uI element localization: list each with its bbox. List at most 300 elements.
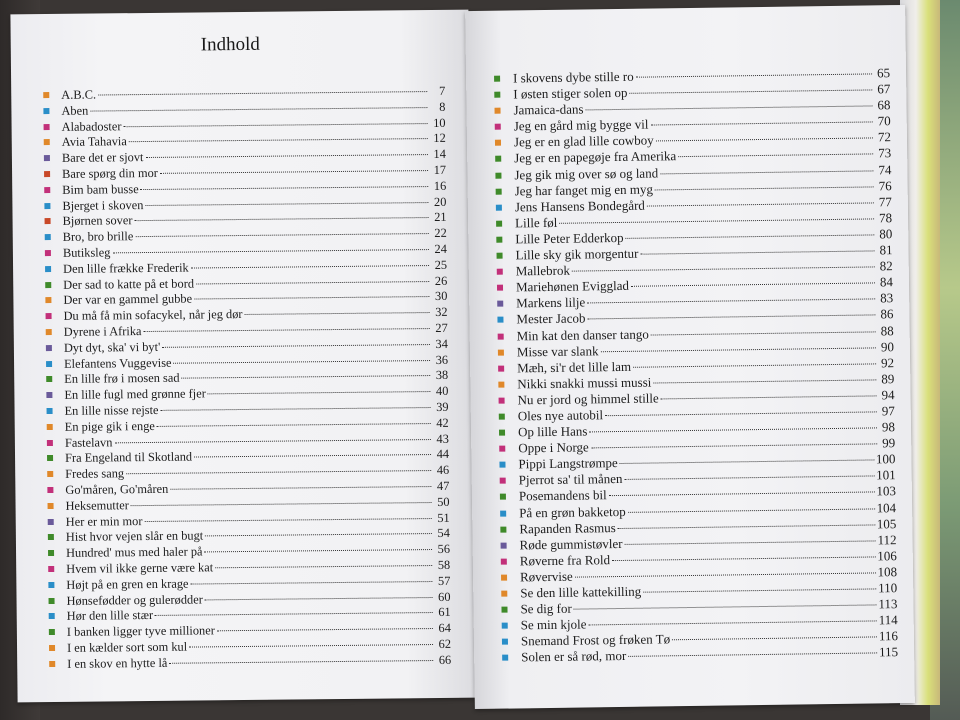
dot-leader	[205, 596, 433, 600]
dot-leader	[157, 422, 431, 427]
entry-page-number: 50	[437, 494, 450, 509]
color-marker-icon	[501, 591, 507, 597]
dot-leader	[575, 571, 876, 577]
color-marker-icon	[497, 285, 503, 291]
color-marker-icon	[45, 218, 51, 224]
entry-page-number: 73	[878, 145, 892, 161]
entry-page-number: 113	[878, 596, 898, 612]
dot-leader	[587, 314, 875, 320]
dot-leader	[628, 507, 875, 512]
dot-leader	[586, 105, 873, 111]
dot-leader	[155, 611, 433, 616]
color-marker-icon	[502, 639, 508, 645]
entry-page-number: 72	[877, 129, 892, 145]
color-marker-icon	[47, 424, 53, 430]
entry-page-number: 100	[875, 451, 896, 467]
dot-leader	[134, 216, 428, 221]
entry-title: På en grøn bakketop	[519, 503, 626, 520]
entry-page-number: 8	[439, 99, 446, 114]
dot-leader	[647, 201, 874, 206]
dot-leader	[215, 564, 432, 568]
color-marker-icon	[46, 345, 52, 351]
dot-leader	[605, 410, 877, 416]
dot-leader	[655, 185, 874, 190]
color-marker-icon	[497, 301, 503, 307]
color-marker-icon	[43, 108, 49, 114]
color-marker-icon	[48, 550, 54, 556]
entry-page-number: 36	[435, 352, 449, 367]
entry-page-number: 43	[436, 431, 449, 446]
color-marker-icon	[43, 92, 49, 98]
entry-title: Lille Peter Edderkop	[515, 229, 624, 247]
color-marker-icon	[47, 408, 53, 414]
entry-page-number: 97	[881, 403, 895, 419]
entry-page-number: 92	[880, 354, 895, 371]
color-marker-icon	[495, 124, 501, 130]
color-marker-icon	[498, 365, 504, 371]
dot-leader	[656, 137, 873, 142]
entry-title: Lille føl	[515, 214, 558, 231]
entry-page-number: 62	[438, 636, 452, 651]
dot-leader	[196, 280, 429, 284]
color-marker-icon	[47, 471, 53, 477]
entry-title: Avia Tahavia	[61, 134, 127, 150]
entry-title: Markens lilje	[516, 294, 586, 311]
entry-title: Pippi Langstrømpe	[518, 455, 618, 472]
entry-title: Op lille Hans	[517, 423, 588, 440]
dot-leader	[160, 169, 428, 174]
dot-leader	[650, 121, 872, 126]
dot-leader	[624, 475, 874, 480]
dot-leader	[626, 233, 875, 238]
entry-title: Se min kjole	[520, 616, 587, 633]
color-marker-icon	[500, 494, 506, 500]
color-marker-icon	[47, 455, 53, 461]
entry-page-number: 89	[881, 370, 895, 387]
entry-title: Hønsefødder og gulerødder	[66, 591, 203, 608]
entry-page-number: 57	[437, 573, 451, 588]
right-page	[465, 5, 915, 709]
entry-title: Mariehønen Evigglad	[515, 278, 630, 295]
color-marker-icon	[497, 253, 503, 259]
entry-page-number: 74	[878, 161, 892, 177]
entry-title: I banken ligger tyve millioner	[66, 623, 215, 639]
entry-title: En lille fugl med grønne fjer	[64, 386, 206, 403]
color-marker-icon	[495, 108, 501, 114]
entry-page-number: 78	[878, 210, 893, 226]
dot-leader	[633, 362, 876, 367]
color-marker-icon	[49, 645, 55, 651]
entry-title: Dyt dyt, ska' vi byt'	[63, 339, 161, 355]
entry-page-number: 68	[877, 97, 891, 113]
entry-title: Misse var slank	[516, 342, 599, 360]
dot-leader	[114, 438, 431, 443]
entry-title: A.B.C.	[61, 87, 97, 102]
dot-leader	[181, 374, 430, 379]
color-marker-icon	[499, 414, 505, 420]
entry-page-number: 82	[879, 258, 893, 274]
dot-leader	[661, 394, 877, 399]
dot-leader	[591, 443, 877, 449]
entry-title: Højt på en gren en krage	[66, 576, 189, 592]
color-marker-icon	[496, 204, 502, 210]
color-marker-icon	[48, 519, 54, 525]
entry-page-number: 27	[435, 320, 448, 335]
dot-leader	[90, 106, 427, 112]
dot-leader	[129, 137, 428, 142]
entry-title: I en skov en hytte lå	[67, 655, 168, 671]
entry-page-number: 105	[876, 515, 897, 532]
dot-leader	[131, 501, 432, 506]
entry-title: Mæh, si'r det lille lam	[517, 358, 632, 376]
entry-page-number: 16	[433, 178, 447, 193]
entry-title: Dyrene i Afrika	[63, 324, 142, 339]
color-marker-icon	[500, 478, 506, 484]
entry-page-number: 51	[437, 510, 450, 525]
dot-leader	[678, 153, 873, 158]
color-marker-icon	[46, 361, 52, 367]
entry-title: Der var en gammel gubbe	[63, 291, 193, 308]
entry-page-number: 46	[436, 462, 450, 478]
dot-leader	[588, 620, 876, 626]
color-marker-icon	[49, 597, 55, 603]
color-marker-icon	[44, 139, 50, 145]
color-marker-icon	[45, 266, 51, 272]
entry-page-number: 88	[880, 322, 894, 338]
color-marker-icon	[498, 333, 504, 339]
dot-leader	[143, 327, 429, 332]
entry-title: Jeg er en glad lille cowboy	[513, 132, 654, 150]
dot-leader	[173, 359, 430, 364]
entry-title: Fastelavn	[64, 434, 113, 450]
color-marker-icon	[498, 381, 504, 387]
toc-list-right	[494, 65, 898, 666]
color-marker-icon	[496, 220, 502, 226]
dot-leader	[123, 122, 427, 127]
entry-title: Lille sky gik morgentur	[515, 245, 639, 263]
color-marker-icon	[46, 329, 52, 335]
dot-leader	[217, 627, 433, 631]
color-marker-icon	[49, 629, 55, 635]
dot-leader	[145, 201, 428, 206]
color-marker-icon	[48, 503, 54, 509]
entry-title: Go'måren, Go'måren	[65, 481, 169, 497]
entry-page-number: 84	[879, 274, 894, 290]
dot-leader	[628, 652, 877, 657]
entry-title: Der sad to katte på et bord	[63, 276, 195, 292]
entry-title: Oppe i Norge	[518, 439, 589, 456]
dot-leader	[112, 248, 429, 253]
color-marker-icon	[501, 558, 507, 564]
color-marker-icon	[501, 607, 507, 613]
entry-page-number: 17	[433, 162, 447, 177]
dot-leader	[629, 89, 872, 94]
entry-title: Elefantens Vuggevise	[63, 355, 172, 371]
entry-title: Hør den lille stær	[66, 608, 154, 624]
dot-leader	[191, 580, 433, 585]
dot-leader	[244, 311, 429, 315]
color-marker-icon	[45, 297, 51, 303]
dot-leader	[126, 469, 431, 474]
color-marker-icon	[49, 661, 55, 667]
color-marker-icon	[497, 317, 503, 323]
dot-leader	[672, 636, 877, 641]
color-marker-icon	[44, 124, 50, 130]
entry-page-number: 116	[878, 628, 899, 644]
dot-leader	[189, 643, 433, 648]
color-marker-icon	[44, 171, 50, 177]
entry-page-number: 110	[878, 580, 898, 596]
entry-page-number: 60	[438, 589, 451, 604]
entry-title: Mester Jacob	[516, 310, 586, 327]
dot-leader	[194, 295, 429, 299]
dot-leader	[208, 390, 431, 394]
color-marker-icon	[500, 526, 506, 532]
entry-page-number: 58	[437, 557, 451, 572]
entry-page-number: 26	[434, 273, 448, 288]
dot-leader	[636, 72, 872, 77]
color-marker-icon	[44, 187, 50, 193]
entry-title: Bro, bro brille	[62, 229, 134, 245]
dot-leader	[145, 153, 427, 158]
entry-title: Snemand Frost og frøken Tø	[520, 631, 671, 649]
color-marker-icon	[46, 313, 52, 319]
entry-page-number: 104	[876, 499, 897, 515]
color-marker-icon	[494, 76, 500, 82]
entry-title: Hvem vil ikke gerne være kat	[66, 560, 214, 576]
entry-page-number: 86	[880, 306, 894, 322]
color-marker-icon	[502, 623, 508, 629]
color-marker-icon	[45, 282, 51, 288]
entry-title: Hundred' mus med haler på	[65, 544, 203, 560]
dot-leader	[205, 532, 432, 536]
entry-title: Oles nye autobil	[517, 407, 604, 424]
color-marker-icon	[499, 446, 505, 452]
entry-title: Alabadoster	[61, 118, 122, 134]
entry-title: Bjørnen sover	[62, 213, 133, 229]
entry-page-number: 30	[434, 289, 448, 304]
entry-page-number: 22	[434, 226, 447, 241]
dot-leader	[620, 459, 874, 465]
entry-title: Se dig for	[520, 600, 572, 617]
entry-page-number: 101	[876, 467, 896, 483]
entry-page-number: 76	[878, 177, 892, 194]
dot-leader	[161, 406, 431, 411]
entry-title: Pjerrot sa' til månen	[518, 471, 623, 488]
dot-leader	[589, 426, 877, 432]
color-marker-icon	[45, 234, 51, 240]
left-page	[10, 10, 475, 703]
entry-page-number: 54	[437, 526, 450, 541]
entry-page-number: 99	[882, 435, 896, 451]
entry-page-number: 32	[435, 305, 448, 320]
entry-page-number: 90	[880, 338, 894, 354]
entry-title: Posemandens bil	[518, 487, 607, 504]
entry-page-number: 81	[879, 242, 893, 258]
entry-title: I en kælder sort som kul	[66, 639, 188, 655]
toc-entry	[49, 653, 451, 673]
color-marker-icon	[496, 237, 502, 243]
color-marker-icon	[47, 440, 53, 446]
dot-leader	[194, 453, 431, 457]
dot-leader	[601, 346, 876, 352]
entry-page-number: 64	[438, 620, 451, 636]
entry-title: I skovens dybe stille ro	[512, 68, 634, 86]
entry-title: Bjerget i skoven	[62, 197, 144, 213]
entry-page-number: 65	[876, 65, 891, 81]
color-marker-icon	[48, 566, 54, 572]
entry-title: Jeg gik mig over sø og land	[514, 164, 659, 182]
entry-title: Røde gummistøvler	[519, 535, 623, 553]
dot-leader	[144, 517, 431, 522]
entry-page-number: 94	[881, 387, 895, 403]
dot-leader	[631, 282, 875, 287]
entry-title: Aben	[61, 103, 89, 118]
entry-title: Jeg har fanget mig en myg	[514, 181, 654, 199]
entry-title: Butiksleg	[62, 245, 111, 260]
entry-title: Fra Engeland til Skotland	[64, 449, 193, 466]
entry-page-number: 10	[433, 115, 446, 130]
entry-page-number: 67	[877, 81, 891, 97]
entry-title: Hist hvor vejen slår en bugt	[65, 528, 204, 545]
color-marker-icon	[499, 462, 505, 468]
color-marker-icon	[46, 392, 52, 398]
dot-leader	[612, 555, 875, 561]
entry-title: Jens Hansens Bondegård	[514, 197, 645, 215]
color-marker-icon	[495, 140, 501, 146]
entry-page-number: 38	[435, 368, 449, 383]
dot-leader	[162, 343, 430, 348]
entry-page-number: 106	[877, 547, 897, 564]
entry-page-number: 14	[433, 147, 446, 162]
dot-leader	[653, 378, 876, 383]
entry-title: Røverne fra Rold	[519, 551, 611, 569]
color-marker-icon	[45, 250, 51, 256]
entry-page-number: 20	[433, 194, 447, 209]
entry-title: Jeg er en papegøje fra Amerika	[514, 148, 677, 166]
entry-page-number: 114	[878, 612, 898, 628]
entry-title: Solen er så rød, mor	[521, 648, 627, 665]
color-marker-icon	[496, 188, 502, 194]
dot-leader	[643, 587, 876, 592]
color-marker-icon	[46, 376, 52, 382]
color-marker-icon	[499, 430, 505, 436]
dot-leader	[141, 185, 429, 190]
entry-page-number: 77	[878, 193, 892, 210]
color-marker-icon	[44, 155, 50, 161]
dot-leader	[170, 485, 431, 490]
color-marker-icon	[495, 172, 501, 178]
entry-title: Du må få min sofacykel, når jeg dør	[63, 307, 243, 324]
entry-title: En lille nisse rejste	[64, 402, 159, 418]
entry-page-number: 12	[433, 131, 446, 146]
dot-leader	[587, 298, 875, 304]
entry-title: Bare spørg din mor	[62, 165, 158, 181]
entry-page-number: 112	[877, 531, 897, 548]
color-marker-icon	[48, 582, 54, 588]
color-marker-icon	[494, 92, 500, 98]
entry-title: Heksemutter	[65, 497, 129, 513]
color-marker-icon	[48, 534, 54, 540]
color-marker-icon	[498, 349, 504, 355]
entry-page-number: 80	[879, 226, 893, 242]
entry-title: Se den lille kattekilling	[520, 583, 642, 601]
entry-page-number: 24	[434, 241, 447, 256]
dot-leader	[559, 217, 874, 223]
dot-leader	[204, 548, 432, 552]
dot-leader	[574, 604, 877, 610]
dot-leader	[169, 659, 433, 664]
color-marker-icon	[501, 542, 507, 548]
dot-leader	[609, 491, 875, 497]
dot-leader	[618, 523, 875, 529]
page-title: Indhold	[200, 33, 260, 56]
color-marker-icon	[500, 510, 506, 516]
entry-page-number: 61	[438, 605, 451, 620]
color-marker-icon	[497, 269, 503, 275]
entry-page-number: 108	[877, 564, 898, 580]
dot-leader	[640, 249, 874, 254]
entry-title: Jamaica-dans	[513, 101, 584, 118]
entry-page-number: 42	[436, 415, 449, 430]
entry-page-number: 83	[880, 290, 894, 306]
entry-page-number: 25	[434, 257, 448, 272]
dot-leader	[651, 330, 876, 335]
entry-page-number: 44	[436, 447, 450, 462]
color-marker-icon	[495, 156, 501, 162]
entry-page-number: 21	[434, 210, 447, 225]
color-marker-icon	[47, 487, 53, 493]
color-marker-icon	[44, 203, 50, 209]
toc-list-left	[43, 84, 451, 673]
entry-title: I østen stiger solen op	[513, 84, 628, 102]
color-marker-icon	[499, 397, 505, 403]
dot-leader	[98, 90, 427, 95]
entry-title: Nikki snakki mussi mussi	[517, 374, 652, 392]
color-marker-icon	[49, 613, 55, 619]
dot-leader	[660, 169, 873, 174]
entry-page-number: 115	[879, 644, 899, 660]
entry-title: Nu er jord og himmel stille	[517, 390, 659, 408]
entry-title: Den lille frække Frederik	[63, 260, 189, 276]
color-marker-icon	[502, 655, 508, 661]
entry-title: Jeg en gård mig bygge vil	[513, 116, 649, 134]
entry-title: Bare det er sjovt	[61, 150, 144, 166]
entry-page-number: 47	[436, 478, 450, 493]
entry-title: Min kat den danser tango	[516, 326, 649, 343]
dot-leader	[572, 266, 875, 272]
entry-title: Fredes sang	[65, 466, 125, 481]
entry-title: Mallebrok	[515, 262, 571, 279]
entry-title: Rapanden Rasmus	[519, 519, 616, 537]
entry-page-number: 66	[438, 652, 452, 667]
entry-page-number: 40	[435, 383, 449, 399]
entry-title: Her er min mor	[65, 513, 143, 529]
entry-page-number: 39	[436, 399, 449, 414]
color-marker-icon	[501, 574, 507, 580]
entry-page-number: 56	[437, 541, 451, 557]
entry-title: En lille frø i mosen sad	[64, 371, 180, 387]
entry-page-number: 34	[435, 336, 448, 351]
entry-title: En pige gik i enge	[64, 418, 155, 434]
entry-title: Røvervise	[519, 568, 573, 585]
dot-leader	[625, 539, 876, 545]
entry-page-number: 103	[876, 483, 896, 499]
entry-page-number: 7	[438, 83, 446, 98]
entry-title: Bim bam busse	[62, 181, 139, 197]
dot-leader	[191, 264, 429, 268]
entry-page-number: 98	[881, 419, 896, 435]
